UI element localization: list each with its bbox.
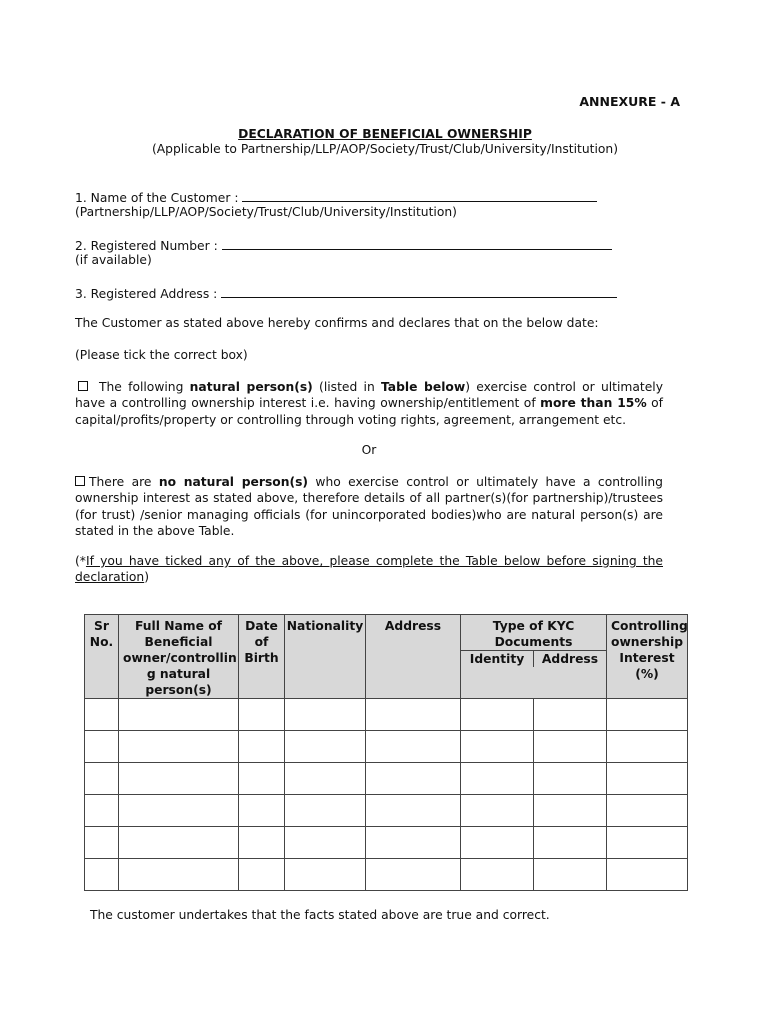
registered-number-hint: (if available) xyxy=(75,253,152,267)
registered-address-label: 3. Registered Address : xyxy=(75,287,218,301)
table-row xyxy=(85,827,688,859)
document-title: DECLARATION OF BENEFICIAL OWNERSHIP xyxy=(238,127,532,141)
col-address: Address xyxy=(366,615,461,699)
col-dob: Date of Birth xyxy=(239,615,285,699)
kyc-identity-header: Identity xyxy=(469,652,525,666)
option-natural-persons: The following natural person(s) (listed in Table below) exercise control or ultimately have a controlling ownership interest i.e. having ownership/entitlement of more than 15% of capital/profits/property or controlling through voting rights, agreement, arrangement etc. xyxy=(75,380,663,427)
table-row xyxy=(85,763,688,795)
document-subtitle: (Applicable to Partnership/LLP/AOP/Society/Trust/Club/University/Institution) xyxy=(151,142,619,156)
registered-address-row xyxy=(75,284,617,302)
option-no-natural-persons: There are no natural person(s) who exercise control or ultimately have a controlling ownership interest as stated above, therefore details of all partner(s)(for partnership)/trustees (for trust) /senior managing officials (for unincorporated bodies)who are natural person(s) are stated in the above Table. xyxy=(75,475,663,538)
table-note: (*If you have ticked any of the above, please complete the Table below before signing the declaration) xyxy=(75,554,663,585)
annexure-label: ANNEXURE - A xyxy=(579,94,680,109)
col-controlling-interest: Controlling ownership Interest (%) xyxy=(607,615,688,699)
col-full-name: Full Name of Beneficial owner/controllin g natural person(s) xyxy=(119,615,239,699)
registered-number-field[interactable] xyxy=(222,236,612,250)
option1-checkbox[interactable] xyxy=(78,381,88,391)
kyc-subheader xyxy=(461,650,606,667)
registered-address-field[interactable] xyxy=(221,284,617,298)
table-row xyxy=(85,699,688,731)
customer-name-label: 1. Name of the Customer : xyxy=(75,191,239,205)
undertaking-statement: The customer undertakes that the facts stated above are true and correct. xyxy=(90,908,550,922)
kyc-documents-label: Type of KYC Documents xyxy=(492,619,575,649)
kyc-address-header: Address xyxy=(533,651,606,667)
table-row xyxy=(85,795,688,827)
or-separator: Or xyxy=(361,443,377,457)
table-header-row xyxy=(85,615,688,699)
tick-instruction: (Please tick the correct box) xyxy=(75,348,248,362)
option2-checkbox[interactable] xyxy=(75,476,85,486)
col-sr: Sr No. xyxy=(85,615,119,699)
col-nationality: Nationality xyxy=(285,615,366,699)
customer-name-field[interactable] xyxy=(242,188,597,202)
beneficial-owner-table xyxy=(84,614,688,891)
registered-number-row xyxy=(75,236,612,254)
table-row xyxy=(85,731,688,763)
confirm-statement: The Customer as stated above hereby confirms and declares that on the below date: xyxy=(75,316,599,330)
registered-number-label: 2. Registered Number : xyxy=(75,239,218,253)
customer-name-hint: (Partnership/LLP/AOP/Society/Trust/Club/University/Institution) xyxy=(75,205,457,219)
table-row xyxy=(85,859,688,891)
col-kyc-documents xyxy=(461,615,607,699)
